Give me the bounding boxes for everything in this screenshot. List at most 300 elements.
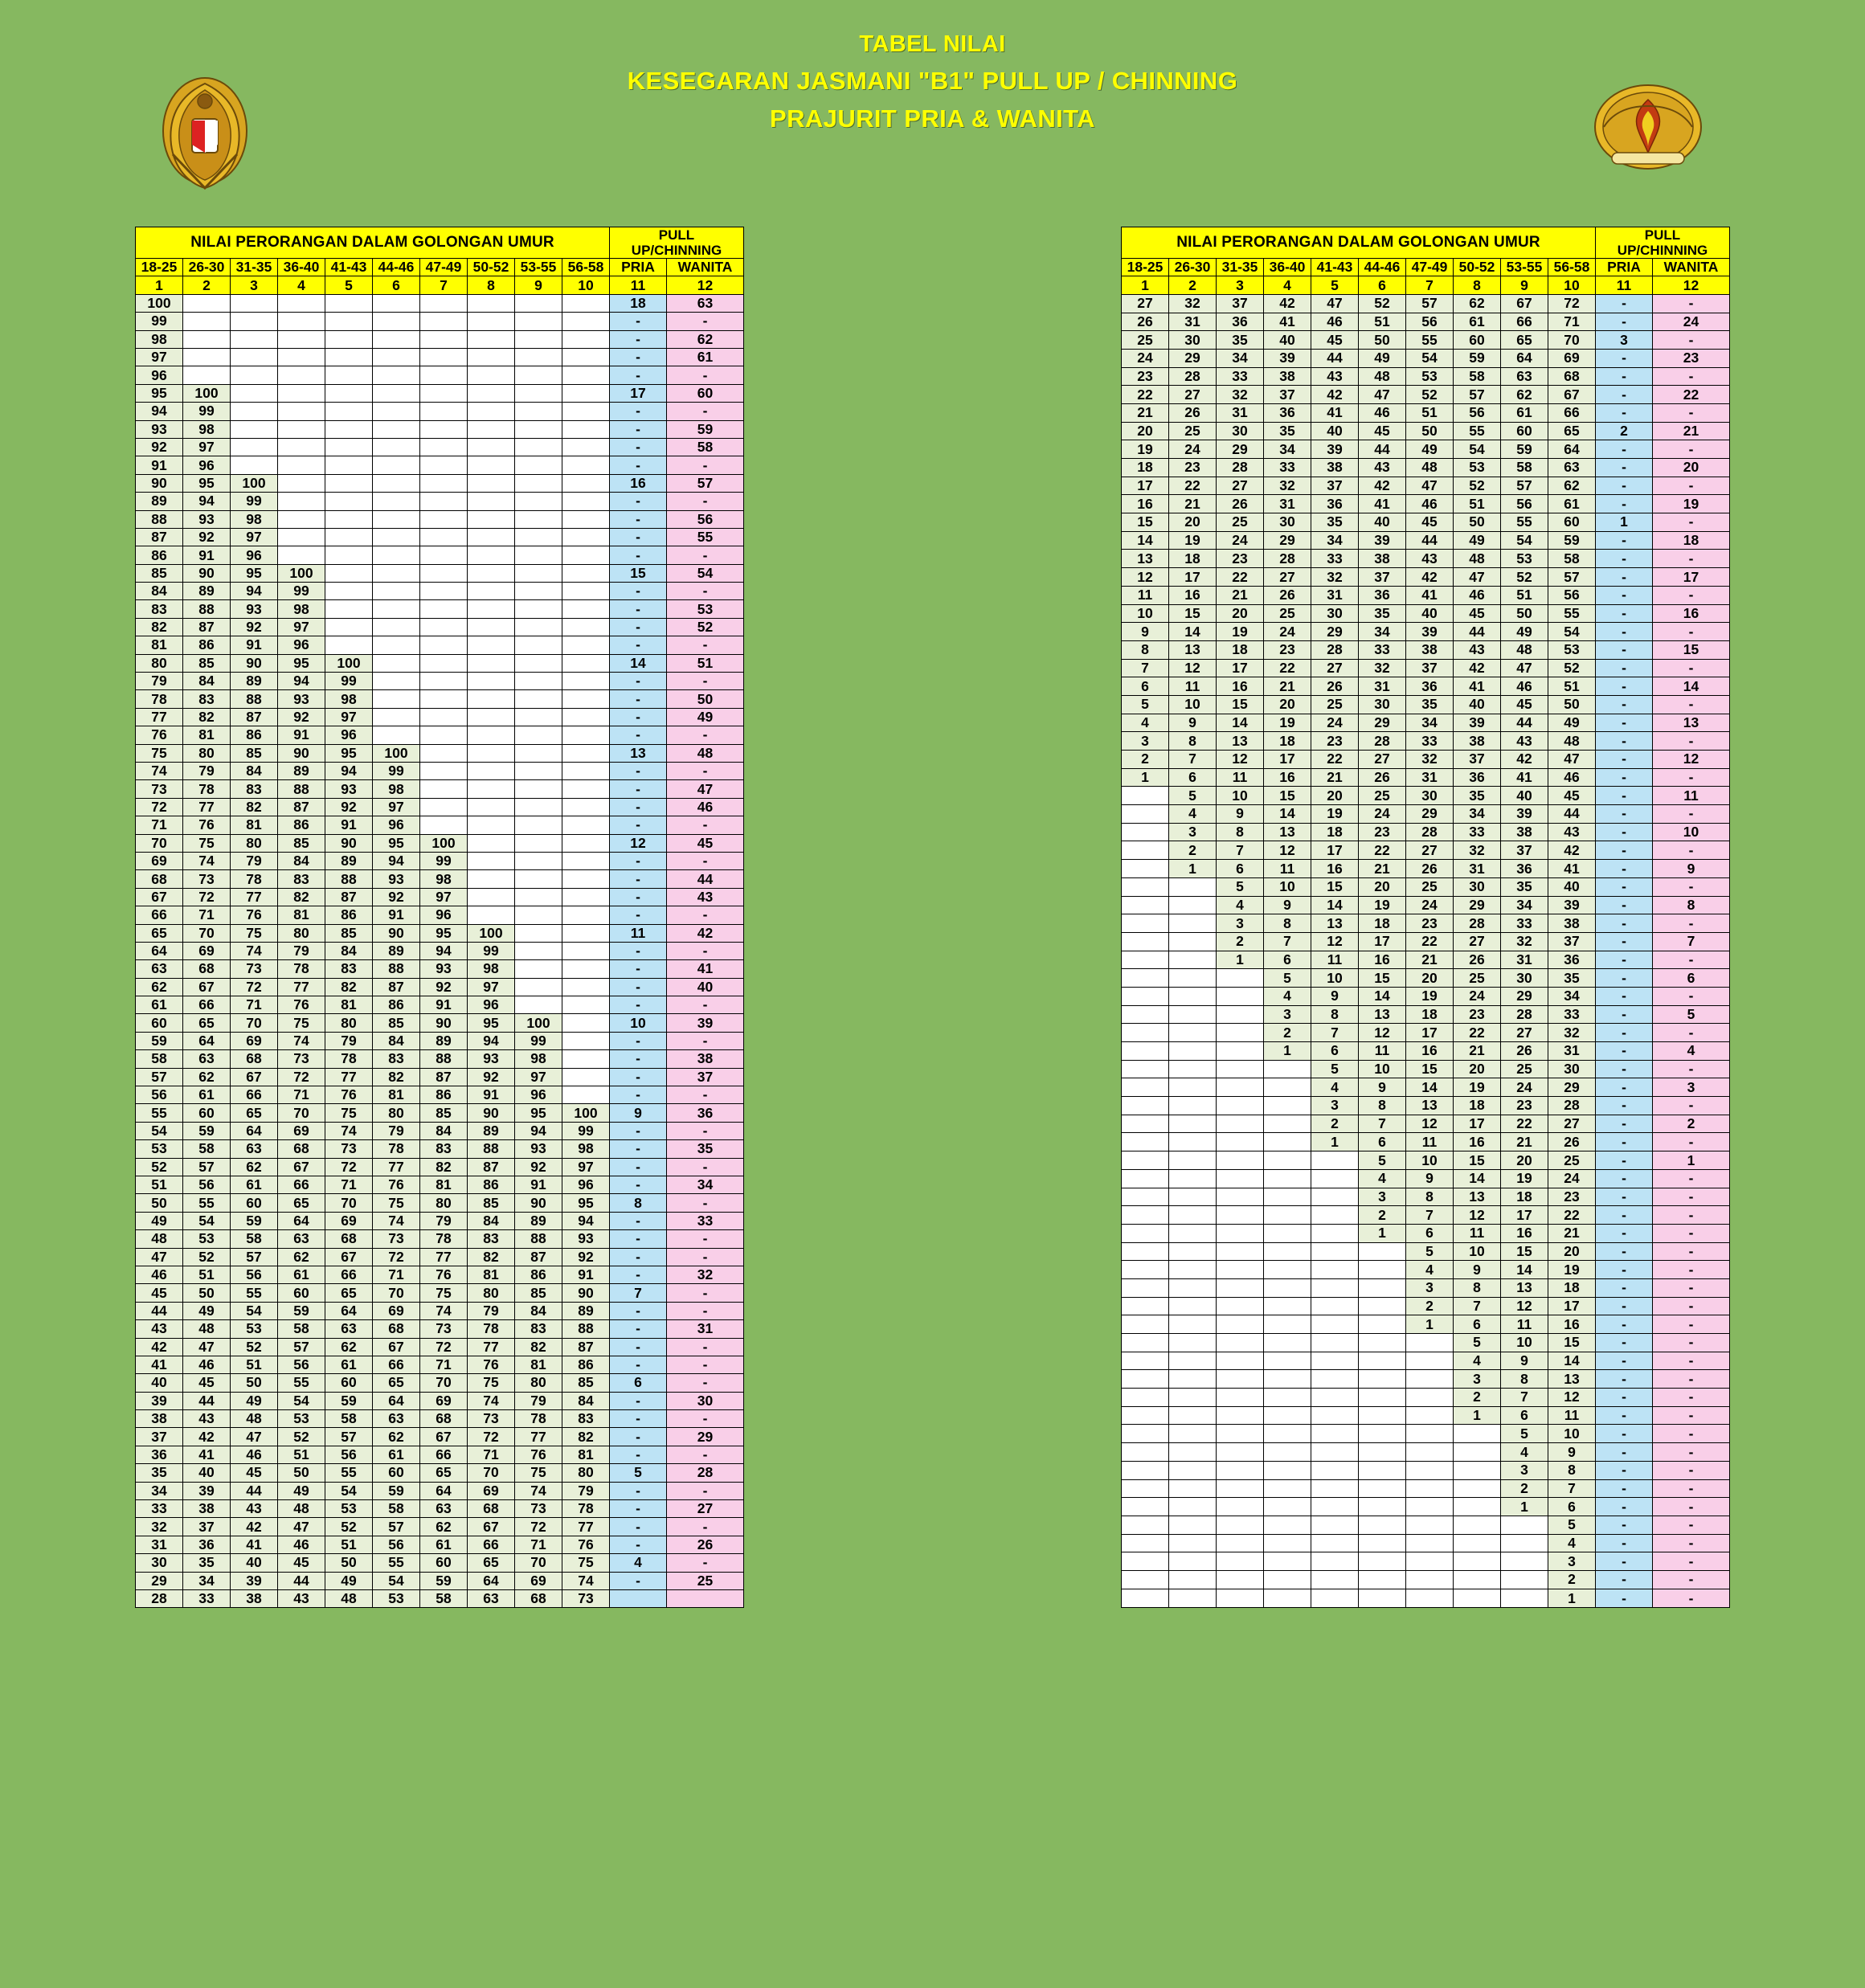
score-cell: 10 bbox=[1406, 1151, 1454, 1170]
score-cell: 12 bbox=[1264, 841, 1311, 860]
score-cell bbox=[1406, 1534, 1454, 1552]
score-cell: 54 bbox=[1454, 440, 1501, 459]
wanita-cell: - bbox=[1653, 623, 1730, 641]
score-cell bbox=[1454, 1516, 1501, 1534]
table-row bbox=[136, 654, 744, 672]
score-cell: 77 bbox=[373, 1158, 420, 1176]
score-cell: 97 bbox=[373, 798, 420, 816]
score-cell: 98 bbox=[231, 510, 278, 528]
table-row bbox=[1122, 1461, 1730, 1479]
score-cell: 31 bbox=[1359, 677, 1406, 696]
score-cell: 22 bbox=[1501, 1115, 1548, 1133]
score-cell: 41 bbox=[136, 1356, 183, 1373]
score-cell: 60 bbox=[278, 1284, 325, 1302]
score-cell bbox=[325, 330, 373, 348]
score-cell: 59 bbox=[1501, 440, 1548, 459]
score-cell bbox=[1122, 969, 1169, 988]
score-cell: 63 bbox=[1501, 367, 1548, 386]
score-cell: 19 bbox=[1454, 1078, 1501, 1097]
score-cell: 14 bbox=[1217, 714, 1264, 732]
score-cell bbox=[1406, 1570, 1454, 1589]
score-cell: 6 bbox=[1454, 1315, 1501, 1334]
score-cell: 33 bbox=[1217, 367, 1264, 386]
score-cell bbox=[562, 852, 610, 869]
score-cell: 16 bbox=[1454, 1133, 1501, 1151]
score-cell bbox=[1311, 1206, 1359, 1225]
score-cell: 86 bbox=[515, 1266, 562, 1283]
score-cell: 93 bbox=[136, 420, 183, 438]
score-cell: 91 bbox=[136, 456, 183, 474]
score-cell bbox=[515, 996, 562, 1014]
wanita-cell: - bbox=[1653, 477, 1730, 495]
score-cell bbox=[420, 366, 468, 384]
score-cell bbox=[1169, 1516, 1217, 1534]
score-cell: 92 bbox=[468, 1068, 515, 1086]
score-cell: 30 bbox=[1311, 604, 1359, 623]
score-cell: 90 bbox=[183, 564, 231, 582]
wanita-cell: 12 bbox=[1653, 751, 1730, 769]
table-row bbox=[136, 1482, 744, 1499]
score-cell: 56 bbox=[183, 1176, 231, 1193]
score-cell bbox=[1169, 969, 1217, 988]
score-cell bbox=[1217, 1461, 1264, 1479]
score-cell: 98 bbox=[468, 960, 515, 978]
score-cell bbox=[278, 456, 325, 474]
score-cell: 77 bbox=[468, 1338, 515, 1356]
table-row bbox=[1122, 695, 1730, 714]
score-cell bbox=[1454, 1479, 1501, 1498]
score-cell bbox=[1122, 1498, 1169, 1516]
score-cell bbox=[1264, 1389, 1311, 1407]
num-col-7: 8 bbox=[468, 276, 515, 294]
score-cell bbox=[1217, 1115, 1264, 1133]
score-cell: 50 bbox=[183, 1284, 231, 1302]
score-cell bbox=[515, 636, 562, 654]
wanita-cell: 16 bbox=[1653, 604, 1730, 623]
score-cell: 70 bbox=[278, 1104, 325, 1122]
score-cell: 33 bbox=[1406, 732, 1454, 751]
score-cell: 8 bbox=[1217, 823, 1264, 841]
score-cell bbox=[1169, 896, 1217, 914]
pria-cell: - bbox=[610, 546, 667, 564]
score-cell bbox=[1264, 1133, 1311, 1151]
score-cell: 57 bbox=[278, 1338, 325, 1356]
header-row-ages bbox=[1122, 259, 1730, 276]
score-cell: 79 bbox=[183, 763, 231, 780]
score-cell: 8 bbox=[1501, 1370, 1548, 1389]
score-cell: 24 bbox=[1311, 714, 1359, 732]
score-cell bbox=[420, 564, 468, 582]
score-cell: 19 bbox=[1122, 440, 1169, 459]
table-row bbox=[136, 1122, 744, 1139]
score-cell: 40 bbox=[1264, 331, 1311, 350]
score-cell: 45 bbox=[1359, 422, 1406, 440]
score-cell: 67 bbox=[278, 1158, 325, 1176]
score-cell: 30 bbox=[1169, 331, 1217, 350]
pull-label-1: PULL bbox=[1644, 227, 1681, 243]
score-cell: 68 bbox=[325, 1230, 373, 1248]
score-cell: 50 bbox=[1406, 422, 1454, 440]
score-cell: 85 bbox=[562, 1374, 610, 1392]
wanita-cell: - bbox=[1653, 1552, 1730, 1571]
pria-cell: - bbox=[1596, 896, 1653, 914]
table-row bbox=[1122, 294, 1730, 313]
wanita-cell: - bbox=[1653, 1425, 1730, 1443]
num-col-8: 9 bbox=[1501, 276, 1548, 294]
score-cell: 87 bbox=[562, 1338, 610, 1356]
score-cell: 7 bbox=[1264, 932, 1311, 951]
score-cell: 98 bbox=[325, 690, 373, 708]
score-cell: 43 bbox=[1406, 550, 1454, 568]
table-row bbox=[1122, 1406, 1730, 1425]
score-cell: 70 bbox=[373, 1284, 420, 1302]
score-cell: 40 bbox=[1406, 604, 1454, 623]
score-cell: 41 bbox=[231, 1536, 278, 1553]
score-cell bbox=[231, 438, 278, 456]
score-cell: 11 bbox=[1217, 768, 1264, 787]
score-cell: 86 bbox=[562, 1356, 610, 1373]
score-cell: 62 bbox=[183, 1068, 231, 1086]
score-cell: 97 bbox=[562, 1158, 610, 1176]
score-cell: 2 bbox=[1311, 1115, 1359, 1133]
score-cell: 72 bbox=[278, 1068, 325, 1086]
score-cell: 82 bbox=[562, 1428, 610, 1446]
score-cell: 40 bbox=[1454, 695, 1501, 714]
score-cell: 91 bbox=[231, 636, 278, 654]
score-cell: 52 bbox=[183, 1248, 231, 1266]
score-cell: 71 bbox=[231, 996, 278, 1014]
score-cell: 54 bbox=[278, 1392, 325, 1409]
score-cell bbox=[1122, 1443, 1169, 1462]
score-cell: 16 bbox=[1311, 860, 1359, 878]
score-cell: 86 bbox=[136, 546, 183, 564]
score-cell bbox=[1264, 1278, 1311, 1297]
score-cell: 53 bbox=[1454, 459, 1501, 477]
table-row bbox=[1122, 1443, 1730, 1462]
wanita-cell: - bbox=[1653, 550, 1730, 568]
score-cell: 20 bbox=[1501, 1151, 1548, 1170]
score-cell bbox=[468, 673, 515, 690]
pria-cell: - bbox=[1596, 714, 1653, 732]
table-row bbox=[136, 1302, 744, 1319]
score-cell: 45 bbox=[231, 1464, 278, 1482]
score-cell: 43 bbox=[1501, 732, 1548, 751]
pria-cell: - bbox=[610, 1032, 667, 1049]
wanita-cell: 48 bbox=[667, 744, 744, 762]
table-row bbox=[1122, 751, 1730, 769]
score-cell bbox=[515, 834, 562, 852]
score-cell bbox=[1311, 1188, 1359, 1206]
score-cell: 56 bbox=[1501, 495, 1548, 513]
pria-cell: - bbox=[1596, 531, 1653, 550]
wanita-cell: - bbox=[667, 1194, 744, 1212]
score-cell: 56 bbox=[136, 1086, 183, 1104]
score-cell: 88 bbox=[468, 1140, 515, 1158]
score-cell bbox=[468, 438, 515, 456]
pria-cell: - bbox=[610, 996, 667, 1014]
score-cell: 72 bbox=[468, 1428, 515, 1446]
pull-label-2: UP/CHINNING bbox=[1617, 243, 1708, 259]
score-cell: 58 bbox=[278, 1320, 325, 1338]
score-cell: 92 bbox=[373, 888, 420, 906]
score-cell bbox=[1264, 1060, 1311, 1078]
score-cell bbox=[562, 438, 610, 456]
score-cell: 91 bbox=[420, 996, 468, 1014]
score-cell: 47 bbox=[136, 1248, 183, 1266]
score-cell bbox=[278, 546, 325, 564]
wanita-cell: - bbox=[667, 1230, 744, 1248]
pria-cell: - bbox=[1596, 1261, 1653, 1279]
tables-container bbox=[0, 227, 1865, 1608]
score-cell: 24 bbox=[1264, 623, 1311, 641]
pria-cell: - bbox=[1596, 294, 1653, 313]
pria-cell: - bbox=[610, 366, 667, 384]
score-cell bbox=[1264, 1552, 1311, 1571]
table-row bbox=[136, 384, 744, 402]
wanita-cell: - bbox=[667, 906, 744, 924]
table-row bbox=[136, 1518, 744, 1536]
score-cell: 51 bbox=[325, 1536, 373, 1553]
score-cell: 88 bbox=[325, 870, 373, 888]
score-cell bbox=[1217, 1315, 1264, 1334]
table-row bbox=[1122, 1570, 1730, 1589]
score-cell: 75 bbox=[515, 1464, 562, 1482]
score-cell bbox=[183, 313, 231, 330]
score-cell bbox=[1359, 1479, 1406, 1498]
wanita-cell bbox=[667, 1589, 744, 1607]
score-cell bbox=[1169, 1206, 1217, 1225]
pria-cell: - bbox=[610, 1140, 667, 1158]
wanita-cell: - bbox=[667, 366, 744, 384]
score-cell: 46 bbox=[136, 1266, 183, 1283]
score-cell: 71 bbox=[325, 1176, 373, 1193]
score-cell bbox=[1169, 1334, 1217, 1352]
score-cell: 35 bbox=[183, 1554, 231, 1572]
score-cell: 77 bbox=[515, 1428, 562, 1446]
score-cell bbox=[562, 906, 610, 924]
score-cell: 99 bbox=[136, 313, 183, 330]
score-cell bbox=[1122, 1115, 1169, 1133]
score-cell: 88 bbox=[231, 690, 278, 708]
num-col-9: 10 bbox=[1548, 276, 1596, 294]
score-cell: 4 bbox=[1359, 1169, 1406, 1188]
score-cell bbox=[1122, 787, 1169, 805]
table-row bbox=[1122, 1552, 1730, 1571]
score-cell bbox=[1264, 1370, 1311, 1389]
score-cell bbox=[468, 420, 515, 438]
score-cell: 64 bbox=[136, 942, 183, 959]
table-row bbox=[1122, 1005, 1730, 1024]
score-cell: 79 bbox=[278, 942, 325, 959]
score-cell bbox=[1122, 805, 1169, 824]
score-cell bbox=[1217, 1370, 1264, 1389]
table-row bbox=[136, 1374, 744, 1392]
score-cell: 63 bbox=[373, 1410, 420, 1428]
score-cell: 79 bbox=[468, 1302, 515, 1319]
num-col-5: 6 bbox=[1359, 276, 1406, 294]
score-cell: 94 bbox=[373, 852, 420, 869]
num-col-wanita: 12 bbox=[1653, 276, 1730, 294]
score-cell bbox=[562, 942, 610, 959]
pria-cell: - bbox=[610, 618, 667, 636]
score-cell: 35 bbox=[1406, 695, 1454, 714]
score-cell: 82 bbox=[468, 1248, 515, 1266]
pria-cell: - bbox=[1596, 1352, 1653, 1370]
score-cell: 98 bbox=[136, 330, 183, 348]
num-col-4: 5 bbox=[325, 276, 373, 294]
score-cell bbox=[468, 870, 515, 888]
score-cell: 57 bbox=[183, 1158, 231, 1176]
table-row bbox=[1122, 313, 1730, 331]
score-cell: 83 bbox=[420, 1140, 468, 1158]
score-cell: 95 bbox=[515, 1104, 562, 1122]
score-cell: 16 bbox=[1406, 1042, 1454, 1061]
score-cell: 37 bbox=[1359, 568, 1406, 587]
pria-cell: - bbox=[1596, 1024, 1653, 1042]
score-cell: 47 bbox=[1406, 477, 1454, 495]
score-cell bbox=[515, 673, 562, 690]
score-cell: 9 bbox=[1406, 1169, 1454, 1188]
table-row bbox=[136, 474, 744, 492]
pria-cell: - bbox=[1596, 623, 1653, 641]
score-cell bbox=[468, 726, 515, 744]
score-cell bbox=[468, 583, 515, 600]
score-cell: 85 bbox=[515, 1284, 562, 1302]
score-cell: 9 bbox=[1454, 1261, 1501, 1279]
table-row bbox=[136, 1572, 744, 1589]
num-col-0: 1 bbox=[1122, 276, 1169, 294]
score-cell: 70 bbox=[231, 1014, 278, 1032]
score-cell: 56 bbox=[1454, 403, 1501, 422]
pria-cell: - bbox=[1596, 1078, 1653, 1097]
table-row bbox=[136, 1230, 744, 1248]
age-col-1: 26-30 bbox=[1169, 259, 1217, 276]
score-cell: 84 bbox=[136, 583, 183, 600]
score-cell: 58 bbox=[1548, 550, 1596, 568]
score-cell: 61 bbox=[1548, 495, 1596, 513]
wanita-cell: - bbox=[667, 546, 744, 564]
score-cell: 68 bbox=[278, 1140, 325, 1158]
score-cell: 10 bbox=[1548, 1425, 1596, 1443]
table-row bbox=[1122, 1224, 1730, 1242]
score-cell: 94 bbox=[468, 1032, 515, 1049]
table-row bbox=[1122, 1097, 1730, 1115]
score-cell: 97 bbox=[278, 618, 325, 636]
score-cell: 52 bbox=[325, 1518, 373, 1536]
score-cell: 49 bbox=[136, 1212, 183, 1229]
score-cell: 32 bbox=[1264, 477, 1311, 495]
score-cell: 20 bbox=[1264, 695, 1311, 714]
score-cell bbox=[468, 888, 515, 906]
score-cell: 85 bbox=[325, 924, 373, 942]
score-cell bbox=[420, 510, 468, 528]
score-cell: 25 bbox=[1264, 604, 1311, 623]
pria-cell: - bbox=[1596, 1443, 1653, 1462]
wanita-cell: - bbox=[667, 1374, 744, 1392]
score-cell: 21 bbox=[1311, 768, 1359, 787]
score-cell: 9 bbox=[1501, 1352, 1548, 1370]
num-col-6: 7 bbox=[1406, 276, 1454, 294]
score-cell: 7 bbox=[1501, 1389, 1548, 1407]
table-row bbox=[1122, 1042, 1730, 1061]
score-cell: 3 bbox=[1264, 1005, 1311, 1024]
score-cell bbox=[468, 690, 515, 708]
score-cell bbox=[420, 690, 468, 708]
score-cell: 99 bbox=[325, 673, 373, 690]
score-cell bbox=[1122, 1352, 1169, 1370]
score-cell bbox=[1501, 1552, 1548, 1571]
score-cell bbox=[373, 366, 420, 384]
pria-cell: 1 bbox=[1596, 513, 1653, 532]
table-row bbox=[1122, 951, 1730, 969]
score-cell: 83 bbox=[562, 1410, 610, 1428]
score-cell bbox=[515, 583, 562, 600]
score-cell: 19 bbox=[1548, 1261, 1596, 1279]
score-cell: 25 bbox=[1454, 969, 1501, 988]
score-cell bbox=[420, 636, 468, 654]
score-cell bbox=[373, 636, 420, 654]
table-row bbox=[1122, 1024, 1730, 1042]
score-cell: 90 bbox=[562, 1284, 610, 1302]
score-cell: 55 bbox=[1454, 422, 1501, 440]
score-cell: 2 bbox=[1454, 1389, 1501, 1407]
score-cell: 58 bbox=[1501, 459, 1548, 477]
score-cell: 46 bbox=[1311, 313, 1359, 331]
score-cell bbox=[1169, 1224, 1217, 1242]
score-cell: 97 bbox=[231, 528, 278, 546]
pria-cell: - bbox=[610, 349, 667, 366]
score-cell bbox=[1311, 1334, 1359, 1352]
score-cell: 23 bbox=[1169, 459, 1217, 477]
score-cell: 27 bbox=[1501, 1024, 1548, 1042]
score-cell bbox=[562, 1086, 610, 1104]
pria-cell: - bbox=[610, 438, 667, 456]
score-cell: 80 bbox=[136, 654, 183, 672]
pria-cell: 8 bbox=[610, 1194, 667, 1212]
score-cell: 25 bbox=[1548, 1151, 1596, 1170]
score-cell bbox=[1501, 1570, 1548, 1589]
score-cell: 83 bbox=[136, 600, 183, 618]
score-cell: 60 bbox=[1548, 513, 1596, 532]
table-row bbox=[136, 1248, 744, 1266]
score-cell: 7 bbox=[1406, 1206, 1454, 1225]
score-cell bbox=[1169, 932, 1217, 951]
score-cell: 5 bbox=[1311, 1060, 1359, 1078]
score-cell bbox=[183, 366, 231, 384]
score-cell bbox=[1217, 1297, 1264, 1315]
score-cell: 50 bbox=[231, 1374, 278, 1392]
score-cell: 30 bbox=[1217, 422, 1264, 440]
score-cell: 88 bbox=[278, 780, 325, 798]
wanita-cell: 18 bbox=[1653, 531, 1730, 550]
score-cell: 90 bbox=[278, 744, 325, 762]
table-row bbox=[1122, 860, 1730, 878]
score-cell bbox=[562, 330, 610, 348]
score-cell: 8 bbox=[1359, 1097, 1406, 1115]
wanita-cell: - bbox=[667, 1284, 744, 1302]
score-cell bbox=[420, 744, 468, 762]
age-col-3: 36-40 bbox=[278, 259, 325, 276]
score-cell: 58 bbox=[1454, 367, 1501, 386]
score-cell: 15 bbox=[1501, 1242, 1548, 1261]
score-cell: 96 bbox=[420, 906, 468, 924]
score-cell: 19 bbox=[1501, 1169, 1548, 1188]
age-col-8: 53-55 bbox=[515, 259, 562, 276]
score-cell bbox=[420, 384, 468, 402]
score-cell: 65 bbox=[136, 924, 183, 942]
score-cell: 81 bbox=[562, 1446, 610, 1463]
pria-cell: - bbox=[1596, 1297, 1653, 1315]
